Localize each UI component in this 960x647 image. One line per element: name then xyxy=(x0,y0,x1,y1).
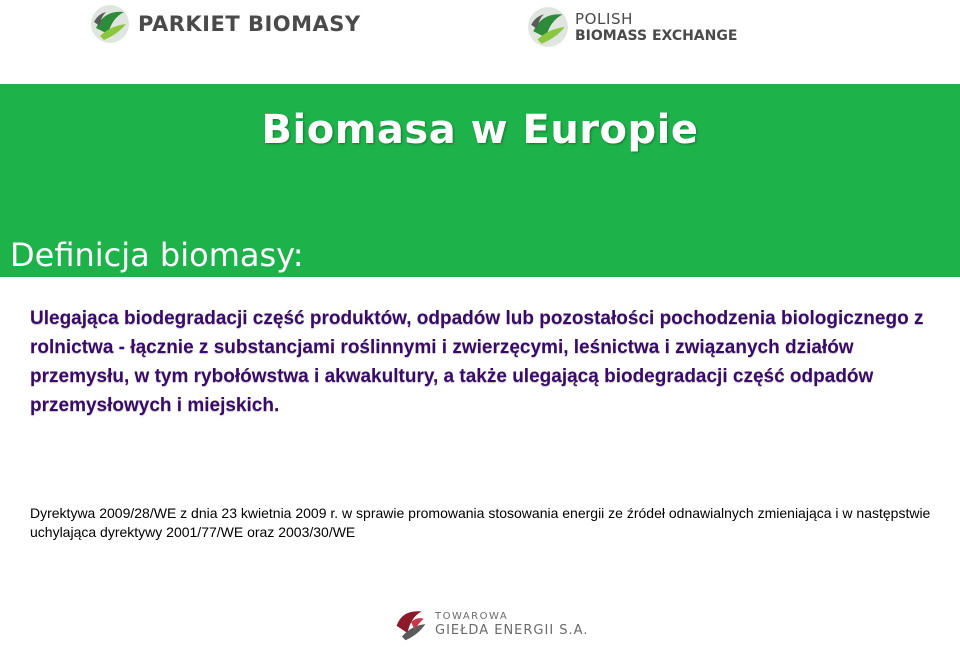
leaf-swirl-icon xyxy=(527,6,569,48)
polish-logo-line1: POLISH xyxy=(575,9,634,28)
tge-logo-line2: GIEŁDA ENERGII S.A. xyxy=(435,622,589,638)
polish-biomass-exchange-logo xyxy=(527,6,737,48)
tge-swirl-icon xyxy=(393,606,429,642)
biomass-definition-text: Ulegająca biodegradacji część produktów, odpadów lub pozostałości pochodzenia biologicznego z rolnictwa - łącznie z substancjami roślinnymi i zwierzęcymi, leśnictwa i związanych działów przemysłu, w tym rybołówstwa i akwakultury, a także ulegającą biodegradacji część odpadów przemysłowych i miejskich. xyxy=(30,308,924,416)
polish-logo-line2: BIOMASS EXCHANGE xyxy=(575,27,738,44)
tge-logo xyxy=(393,606,588,642)
page-title: Biomasa w Europie xyxy=(261,107,699,153)
directive-citation: Dyrektywa 2009/28/WE z dnia 23 kwietnia 2009 r. w sprawie promowania stosowania energii ze źródeł odnawialnych zmieniająca i w następstwie uchylająca dyrektywy 2001/77/WE oraz 2003/30/WE xyxy=(30,505,931,540)
parkiet-biomasy-logo-text: PARKIET BIOMASY xyxy=(138,12,361,36)
leaf-swirl-icon xyxy=(90,4,130,44)
parkiet-biomasy-logo xyxy=(90,4,361,44)
section-subtitle: Definicja biomasy: xyxy=(10,236,304,274)
tge-logo-line1: TOWAROWA xyxy=(435,610,509,622)
